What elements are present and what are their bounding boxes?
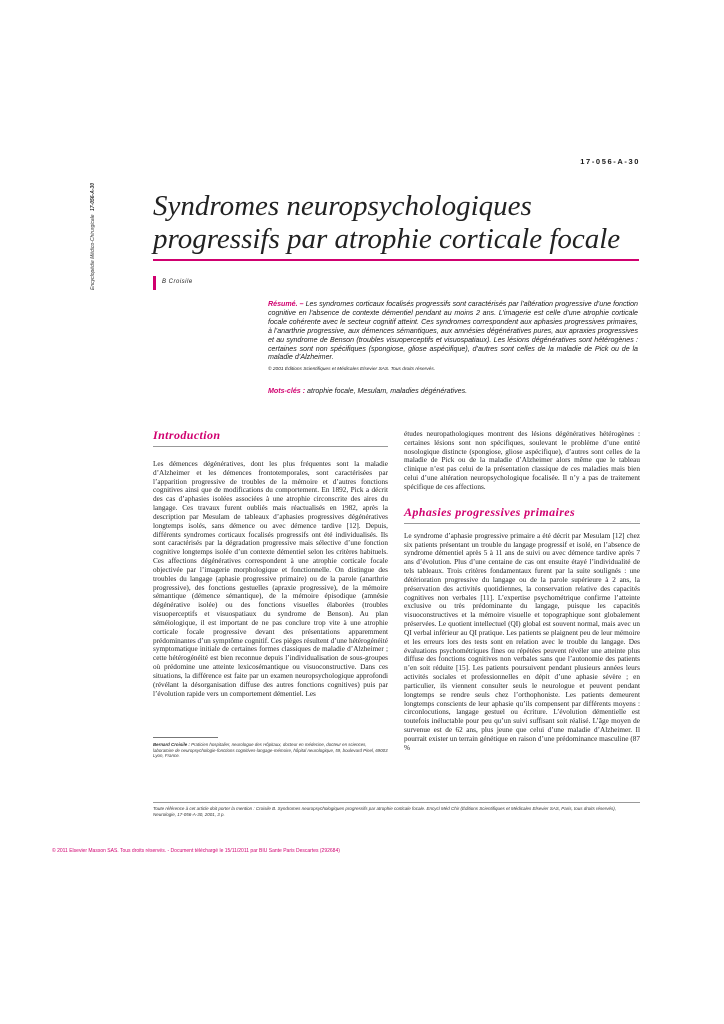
keywords-text: atrophie focale, Mesulam, maladies dégénératives.	[307, 387, 468, 395]
download-notice: © 2011 Elsevier Masson SAS. Tous droits réservés. - Document téléchargé le 15/11/2011 par BIU Sante Paris Descartes (292684)	[52, 848, 340, 854]
author-name: B Croisile	[162, 279, 193, 285]
aphasies-body: Le syndrome d’aphasie progressive primaire a été décrit par Mesulam [12] chez six patients présentant un trouble du langage progressif et isolé, en l’absence de syndrome démentiel après 5 à 11 ans de suivi ou avec démence tardive après 7 ans d’évolution. Plus d’une centaine de cas ont ensuite étayé l’individualité de tels tableaux. Trois critères fondamentaux furent par la suite soulignés : une détérioration progressive du langage ou de la parole supérieure à 2 ans, la préservation des activités quotidiennes, la conservation relative des capacités cognitives non verbales [11]. L’expertise psychométrique confirme l’atteinte exclusive ou très prédominante du langage, puisque les capacités visuoconstructives et la mémoire visuelle et topographique sont globalement préservées. Le quotient intellectuel (QI) global est souvent normal, mais avec un QI verbal inférieur au QI pratique. Les patients se plaignent peu de leur mémoire et les erreurs lors des tests sont en relation avec le trouble du langage. Des évaluations psychométriques fines ou répétées peuvent révéler une atteinte plus diffuse des fonctions cognitives non verbales sans que l’autonomie des patients n’en soit réduite [15]. Les patients poursuivent pendant plusieurs années leurs activités sociales et professionnelles en dépit d’une aphasie sévère ; en particulier, ils viennent consulter seuls le neurologue et peuvent pendant longtemps se rendre seuls chez l’orthophoniste. Les patients demeurent longtemps conscients de leur aphasie qu’ils compensent par différents moyens : circonlocutions, langage gestuel ou écriture. L’évolution démentielle est toutefois inéluctable pour peu qu’un suivi suffisant soit réalisé. L’âge moyen de survenue est de 62 ans, plus jeune que celui d’une maladie d’Alzheimer. Il pourrait exister un terrain génétique en raison d’une prédominance masculine (87 %	[404, 531, 640, 752]
section-title-aphasies: Aphasies progressives primaires	[404, 505, 640, 524]
abstract-copyright: © 2001 Éditions Scientifiques et Médicales Elsevier SAS. Tous droits réservés.	[268, 367, 436, 372]
keywords-label: Mots-clés :	[268, 387, 306, 395]
section-title-introduction: Introduction	[153, 428, 388, 447]
introduction-continuation: études neuropathologiques montrent des lésions dégénératives hétérogènes : certaines lésions sont non spécifiques, soulevant le problème d’une entité nosologique distincte (spongiose, gliose aspécifique), d’autres sont celles de la maladie de Pick ou de la maladie d’Alzheimer alors même que le tableau clinique n’est pas celui de la présentation classique de ces maladies mais bien celui d’une altération neuropsychologique focalisée. Il n’y a pas de traitement spécifique de ces affections.	[404, 430, 640, 491]
citation-notice: Toute référence à cet article doit porter la mention : Croisile B. Syndromes neuropsychologiques progressifs par atrophie corticale focale. Encycl Méd Chir (Éditions Scientifiques et Médicales Elsevier SAS, Paris, tous droits réservés), Neurologie, 17-056-A-30, 2001, 3 p.	[153, 806, 617, 817]
abstract-text: Les syndromes corticaux focalisés progressifs sont caractérisés par l’altération progressive d’une fonction cognitive en l’absence de contexte démentiel pendant au moins 2 ans. L’imagerie est celle d’une atrophie corticale focale cohérente avec le secteur cognitif atteint. Ces syndromes correspondent aux aphasies progressives primaires, à l’anarthrie progressive, aux démences sémantiques, aux amnésies dégénératives pures, aux apraxies progressives et au syndrome de Benson (troubles visuoperceptifs et visuospatiaux). Les lésions dégénératives sont hétérogènes : certaines sont non spécifiques (spongiose, gliose aspécifique), d’autres sont celles de la maladie de Pick ou de la maladie d’Alzheimer.	[268, 300, 638, 362]
left-column	[153, 428, 388, 698]
abstract-label: Résumé. –	[268, 300, 304, 308]
keywords	[268, 387, 467, 395]
citation-divider	[153, 802, 640, 803]
document-reference: 17-056-A-30	[580, 157, 640, 166]
side-label-text: Encyclopédie Médico-Chirurgicale	[90, 214, 96, 290]
article-title: Syndromes neuropsychologiques progressifs par atrophie corticale focale	[153, 190, 621, 255]
side-label-ref: 17-056-A-30	[90, 182, 96, 212]
author-marker	[153, 276, 156, 290]
right-column	[404, 430, 640, 753]
author-footnote	[153, 742, 388, 759]
introduction-body: Les démences dégénératives, dont les plus fréquentes sont la maladie d’Alzheimer et les démences frontotemporales, sont caractérisées par l’apparition progressive de troubles de la mémoire et d’autres fonctions cognitives ainsi que de modifications du comportement. En 1892, Pick a décrit des cas d’aphasies isolées associées à une atrophie circonscrite des aires du langage. Ces travaux furent oubliés mais réactualisés en 1982, après la description par Mesulam de tableaux d’aphasies progressives dégénératives longtemps isolés, sans démence ou avec démence tardive [12]. Depuis, différents syndromes corticaux focalisés progressifs ont été individualisés. Ils sont caractérisés par la dégradation progressive mais sélective d’une fonction cognitive longtemps isolée d’un contexte démentiel selon les critères habituels. Ces affections dégénératives correspondent à une atrophie corticale focale objectivée par l’imagerie morphologique et fonctionnelle. On distingue des troubles du langage (aphasie progressive primaire) ou de la parole (anarthrie progressive), des fonctions gestuelles (apraxie progressive), de la mémoire sémantique (démence sémantique), de la mémoire épisodique (amnésie dégénérative isolée) ou des fonctions visuelles élaborées (troubles visuoperceptifs et visuospatiaux du syndrome de Benson). Au plan séméiologique, il est important de ne pas conclure trop vite à une atrophie corticale focale progressive devant des présentations apparemment prédominantes d’un symptôme cognitif. Ces pièges résultent d’une hétérogénéité symptomatique initiale de certaines formes classiques de maladie d’Alzheimer ; cette hétérogénéité est bien reconnue depuis l’individualisation de sous-groupes où prédomine une atteinte lexicosémantique ou visuoconstructive. Dans ces situations, la différence est faite par un examen neuropsychologique approfondi (révélant la désorganisation diffuse des autres fonctions cognitives) puis par l’évolution rapide vers un comportement démentiel. Les	[153, 460, 388, 698]
footnote-affiliation: Praticien hospitalier, neurologue des Hôpitaux, docteur en médecine, docteur en sciences, laboratoire de neuropsychologie-fonctions cognitives-langage-mémoire, hôpital neurologique, 59, boulevard Pinel, 69003 Lyon, France.	[153, 742, 388, 759]
title-divider	[153, 259, 639, 261]
abstract	[268, 300, 638, 362]
side-label	[90, 160, 96, 290]
footnote-divider	[153, 737, 218, 738]
footnote-author-name: Bernard Croisile :	[153, 742, 190, 747]
